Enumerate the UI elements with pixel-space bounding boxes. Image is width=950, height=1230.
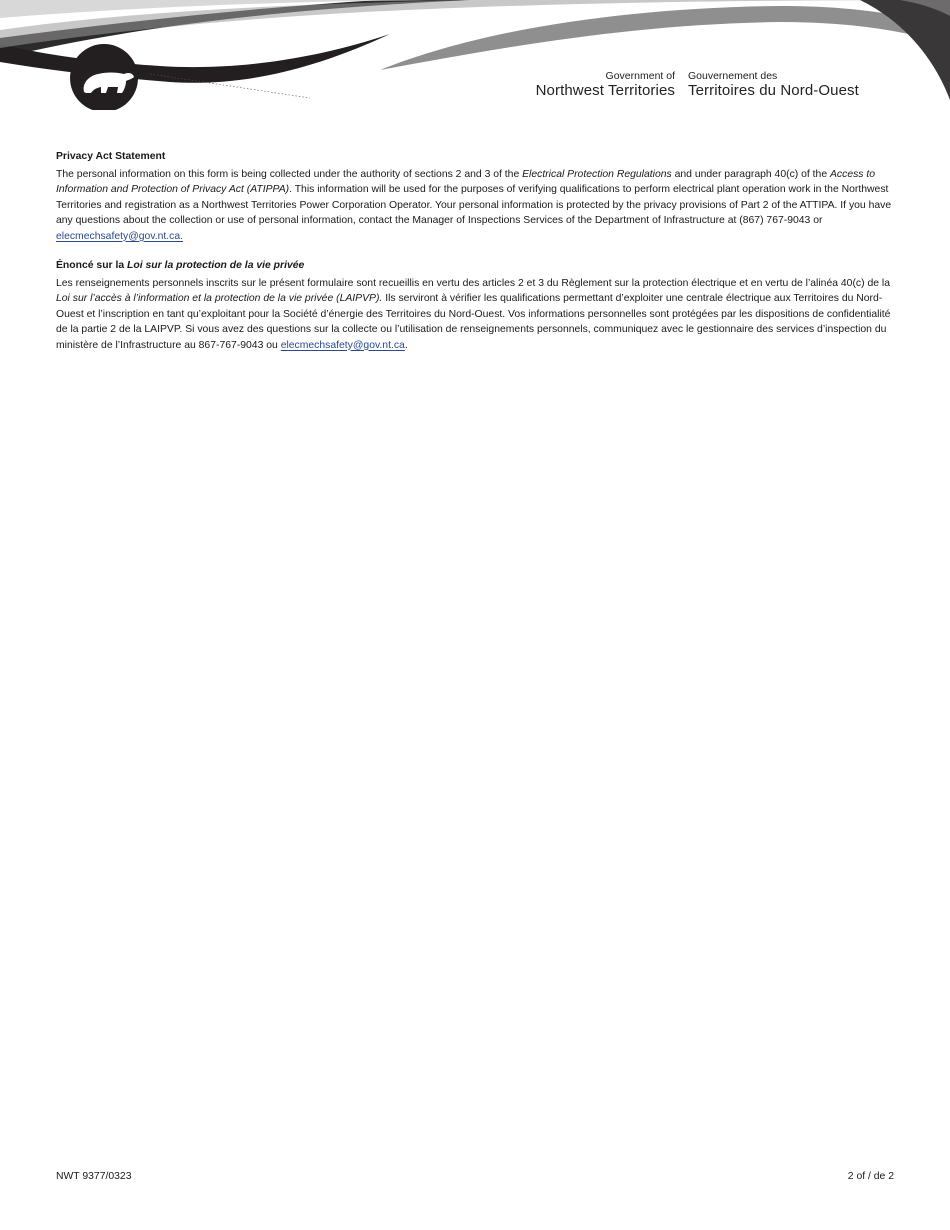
gov-en-big: Northwest Territories [535, 82, 675, 99]
privacy-heading-en: Privacy Act Statement [56, 151, 166, 162]
privacy-paragraph-fr [56, 276, 894, 354]
privacy-en-text-1: The personal information on this form is being collected under the authority of sections 2 and 3 of the [56, 168, 523, 180]
privacy-statement-english [56, 149, 894, 244]
privacy-heading-fr [56, 258, 894, 274]
email-link-en[interactable]: elecmechsafety@gov.nt.ca. [56, 230, 184, 242]
privacy-fr-title-italic: Loi sur la protection de la vie privée [127, 260, 305, 271]
privacy-fr-text-2: Ils serviront à vérifier les qualifications permettant d’exploiter une centrale électrique aux Territoires du Nord-Ouest et l’inscription en tant qu’exploitant pour la Société d’énergie des Territoires du Nord-Ouest. Vos informations personnelles sont protégées par les dispositions de confidentialité de la partie 2 de la LAIPVP. Si vous avez des questions sur la collecte ou l’utilisation de renseignements personnels, communiquez avec le gestionnaire des services d’inspection du ministère de l’Infrastructure au 867-767-9043 ou [56, 293, 891, 351]
privacy-en-italic-2: Access to Information and Protection of Privacy Act (ATIPPA) [56, 168, 876, 195]
privacy-content [56, 149, 894, 353]
privacy-en-text-2: and under paragraph 40(c) of the [671, 168, 830, 180]
gov-name-english [523, 70, 675, 100]
privacy-fr-title-prefix: Énoncé sur la [56, 260, 128, 271]
privacy-statement-french [56, 258, 894, 353]
privacy-en-italic-1: Electrical Protection Regulations [522, 168, 672, 180]
page-number: 2 of / de 2 [847, 1171, 894, 1182]
gov-fr-small: Gouvernement des [688, 70, 778, 82]
email-link-fr[interactable]: elecmechsafety@gov.nt.ca [280, 339, 405, 351]
gov-en-small: Government of [605, 70, 675, 82]
privacy-fr-end: . [404, 339, 408, 351]
gov-name-french [688, 70, 859, 100]
privacy-fr-text-1: Les renseignements personnels inscrits sur le présent formulaire sont recueillis en vertu des articles 2 et 3 du Règlement sur la protection électrique et en vertu de l’alinéa 40(c) de la [56, 277, 890, 289]
privacy-en-text-3: . This information will be used for the purposes of verifying qualifications to perform electrical plant operation work in the Northwest Territories and registration as a Northwest Territories Power Corporation Operator. Your personal information is protected by the privacy provisions of Part 2 of the ATTIPA. If you have any questions about the collection or use of personal information, contact the Manager of Inspections Services of the Department of Infrastructure at (867) 767-9043 or [56, 184, 892, 226]
privacy-fr-italic-1: Loi sur l’accès à l’information et la protection de la vie privée (LAIPVP). [56, 293, 383, 304]
gov-fr-big: Territoires du Nord-Ouest [688, 82, 859, 99]
banner-swoosh-right-gray [380, 6, 950, 70]
form-number: NWT 9377/0323 [56, 1171, 132, 1182]
privacy-paragraph-en [56, 167, 894, 245]
